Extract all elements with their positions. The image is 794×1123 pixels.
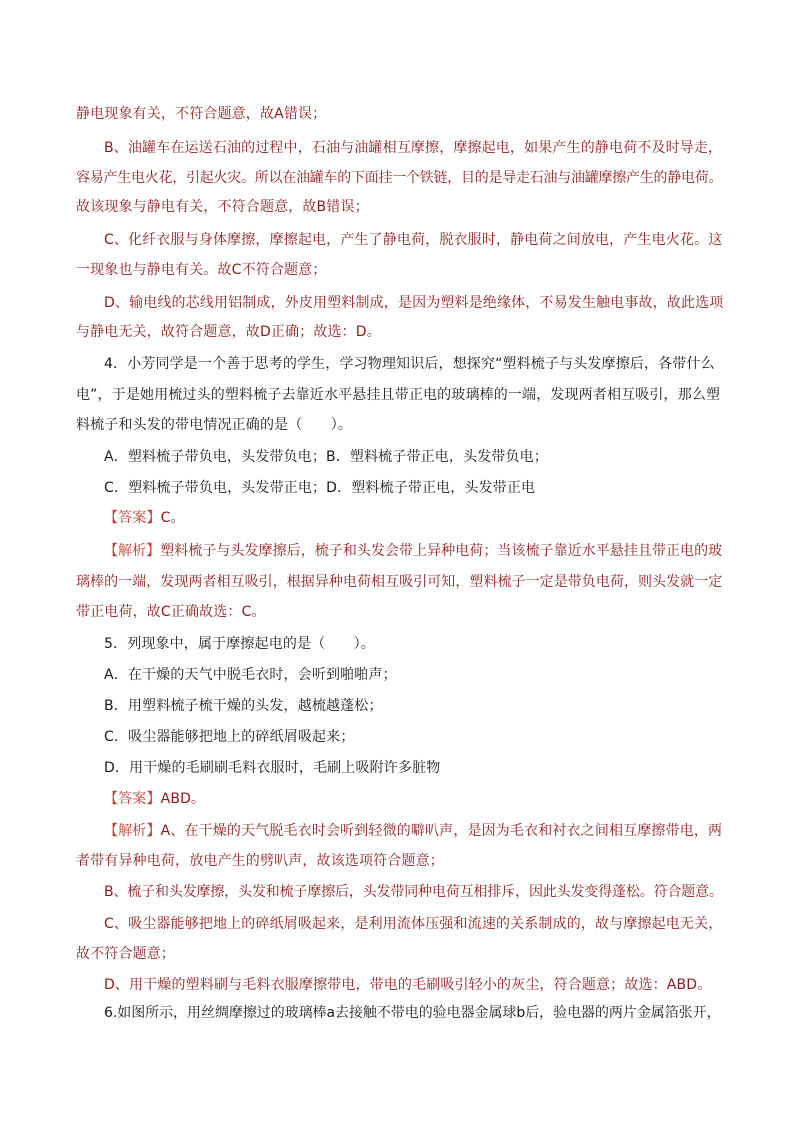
analysis-line bbox=[104, 541, 722, 561]
analysis-text: A、在干燥的天气脱毛衣时会听到轻微的噼叭声，是因为毛衣和衬衣之间相互摩擦带电，两 bbox=[160, 823, 723, 839]
analysis-line: 故该现象与静电有关，不符合题意，故B错误； bbox=[76, 199, 369, 215]
analysis-line: D、输电线的芯线用铝制成，外皮用塑料制成，是因为塑料是绝缘体，不易发生触电事故，故此选项 bbox=[104, 295, 724, 311]
analysis-line: B、油罐车在运送石油的过程中，石油与油罐相互摩擦，摩擦起电，如果产生的静电荷不及时导走， bbox=[104, 140, 723, 156]
answer-tag: 【答案】 bbox=[104, 791, 161, 807]
answer-value: C。 bbox=[160, 510, 185, 526]
question-option: C．吸尘器能够把地上的碎纸屑吸起来； bbox=[104, 729, 355, 745]
question-option: A．塑料梳子带负电，头发带负电；B．塑料梳子带正电，头发带负电； bbox=[104, 449, 548, 465]
analysis-text: 塑料梳子与头发摩擦后，梳子和头发会带上异种电荷；当该梳子靠近水平悬挂且带正电的玻 bbox=[160, 543, 723, 559]
analysis-line: 与静电无关，故符合题意，故D正确；故选：D。 bbox=[76, 324, 381, 340]
analysis-tag: 【解析】 bbox=[104, 823, 161, 839]
analysis-line bbox=[104, 821, 722, 841]
analysis-line: D、用干燥的塑料刷与毛料衣服摩擦带电，带电的毛刷吸引轻小的灰尘，符合题意；故选：ABD。 bbox=[104, 977, 712, 993]
analysis-line: 者带有异种电荷，放电产生的劈叭声，故该选项符合题意； bbox=[76, 853, 444, 869]
analysis-line: B、梳子和头发摩擦，头发和梳子摩擦后，头发带同种电荷互相排斥，因此头发变得蓬松。符合题意。 bbox=[104, 884, 723, 900]
analysis-line: 容易产生电火花，引起火灾。所以在油罐车的下面挂一个铁链，目的是导走石油与油罐摩擦产生的静电荷。 bbox=[76, 170, 723, 186]
analysis-line: 故不符合题意； bbox=[76, 946, 176, 962]
question-stem: 料梳子和头发的带电情况正确的是（ ）。 bbox=[76, 417, 352, 433]
analysis-line: C、化纤衣服与身体摩擦，摩擦起电，产生了静电荷，脱衣服时，静电荷之间放电，产生电火花。这 bbox=[104, 232, 723, 248]
analysis-tag: 【解析】 bbox=[104, 543, 161, 559]
question-stem: 6.如图所示，用丝绸摩擦过的玻璃棒a去接触不带电的验电器金属球b后，验电器的两片金属箔张开， bbox=[104, 1005, 721, 1021]
question-stem: 4．小芳同学是一个善于思考的学生，学习物理知识后，想探究“塑料梳子与头发摩擦后，各带什么 bbox=[104, 356, 715, 372]
analysis-line: 一现象也与静电有关。故C不符合题意； bbox=[76, 262, 327, 278]
question-option: A．在干燥的天气中脱毛衣时，会听到啪啪声； bbox=[104, 667, 397, 683]
answer-line bbox=[104, 508, 185, 528]
analysis-line: 静电现象有关，不符合题意，故A错误； bbox=[76, 106, 327, 122]
answer-line bbox=[104, 789, 205, 809]
question-option: C．塑料梳子带负电，头发带正电；D．塑料梳子带正电，头发带正电 bbox=[104, 480, 536, 496]
answer-tag: 【答案】 bbox=[104, 510, 161, 526]
analysis-line: 带正电荷，故C正确故选：C。 bbox=[76, 604, 266, 620]
analysis-line: 璃棒的一端，发现两者相互吸引，根据异种电荷相互吸引可知，塑料梳子一定是带负电荷，则头发就一定 bbox=[76, 574, 723, 590]
question-option: D．用干燥的毛刷刷毛料衣服时，毛刷上吸附许多脏物 bbox=[104, 760, 441, 776]
analysis-line: C、吸尘器能够把地上的碎纸屑吸起来，是利用流体压强和流速的关系制成的，故与摩擦起电无关， bbox=[104, 916, 723, 932]
question-option: B．用塑料梳子梳干燥的头发，越梳越蓬松； bbox=[104, 698, 383, 714]
question-stem: 5．列现象中，属于摩擦起电的是（ ）。 bbox=[104, 636, 375, 652]
answer-value: ABD。 bbox=[160, 791, 206, 807]
question-stem: 电”，于是她用梳过头的塑料梳子去靠近水平悬挂且带正电的玻璃棒的一端，发现两者相互吸引，那么塑 bbox=[76, 387, 721, 403]
